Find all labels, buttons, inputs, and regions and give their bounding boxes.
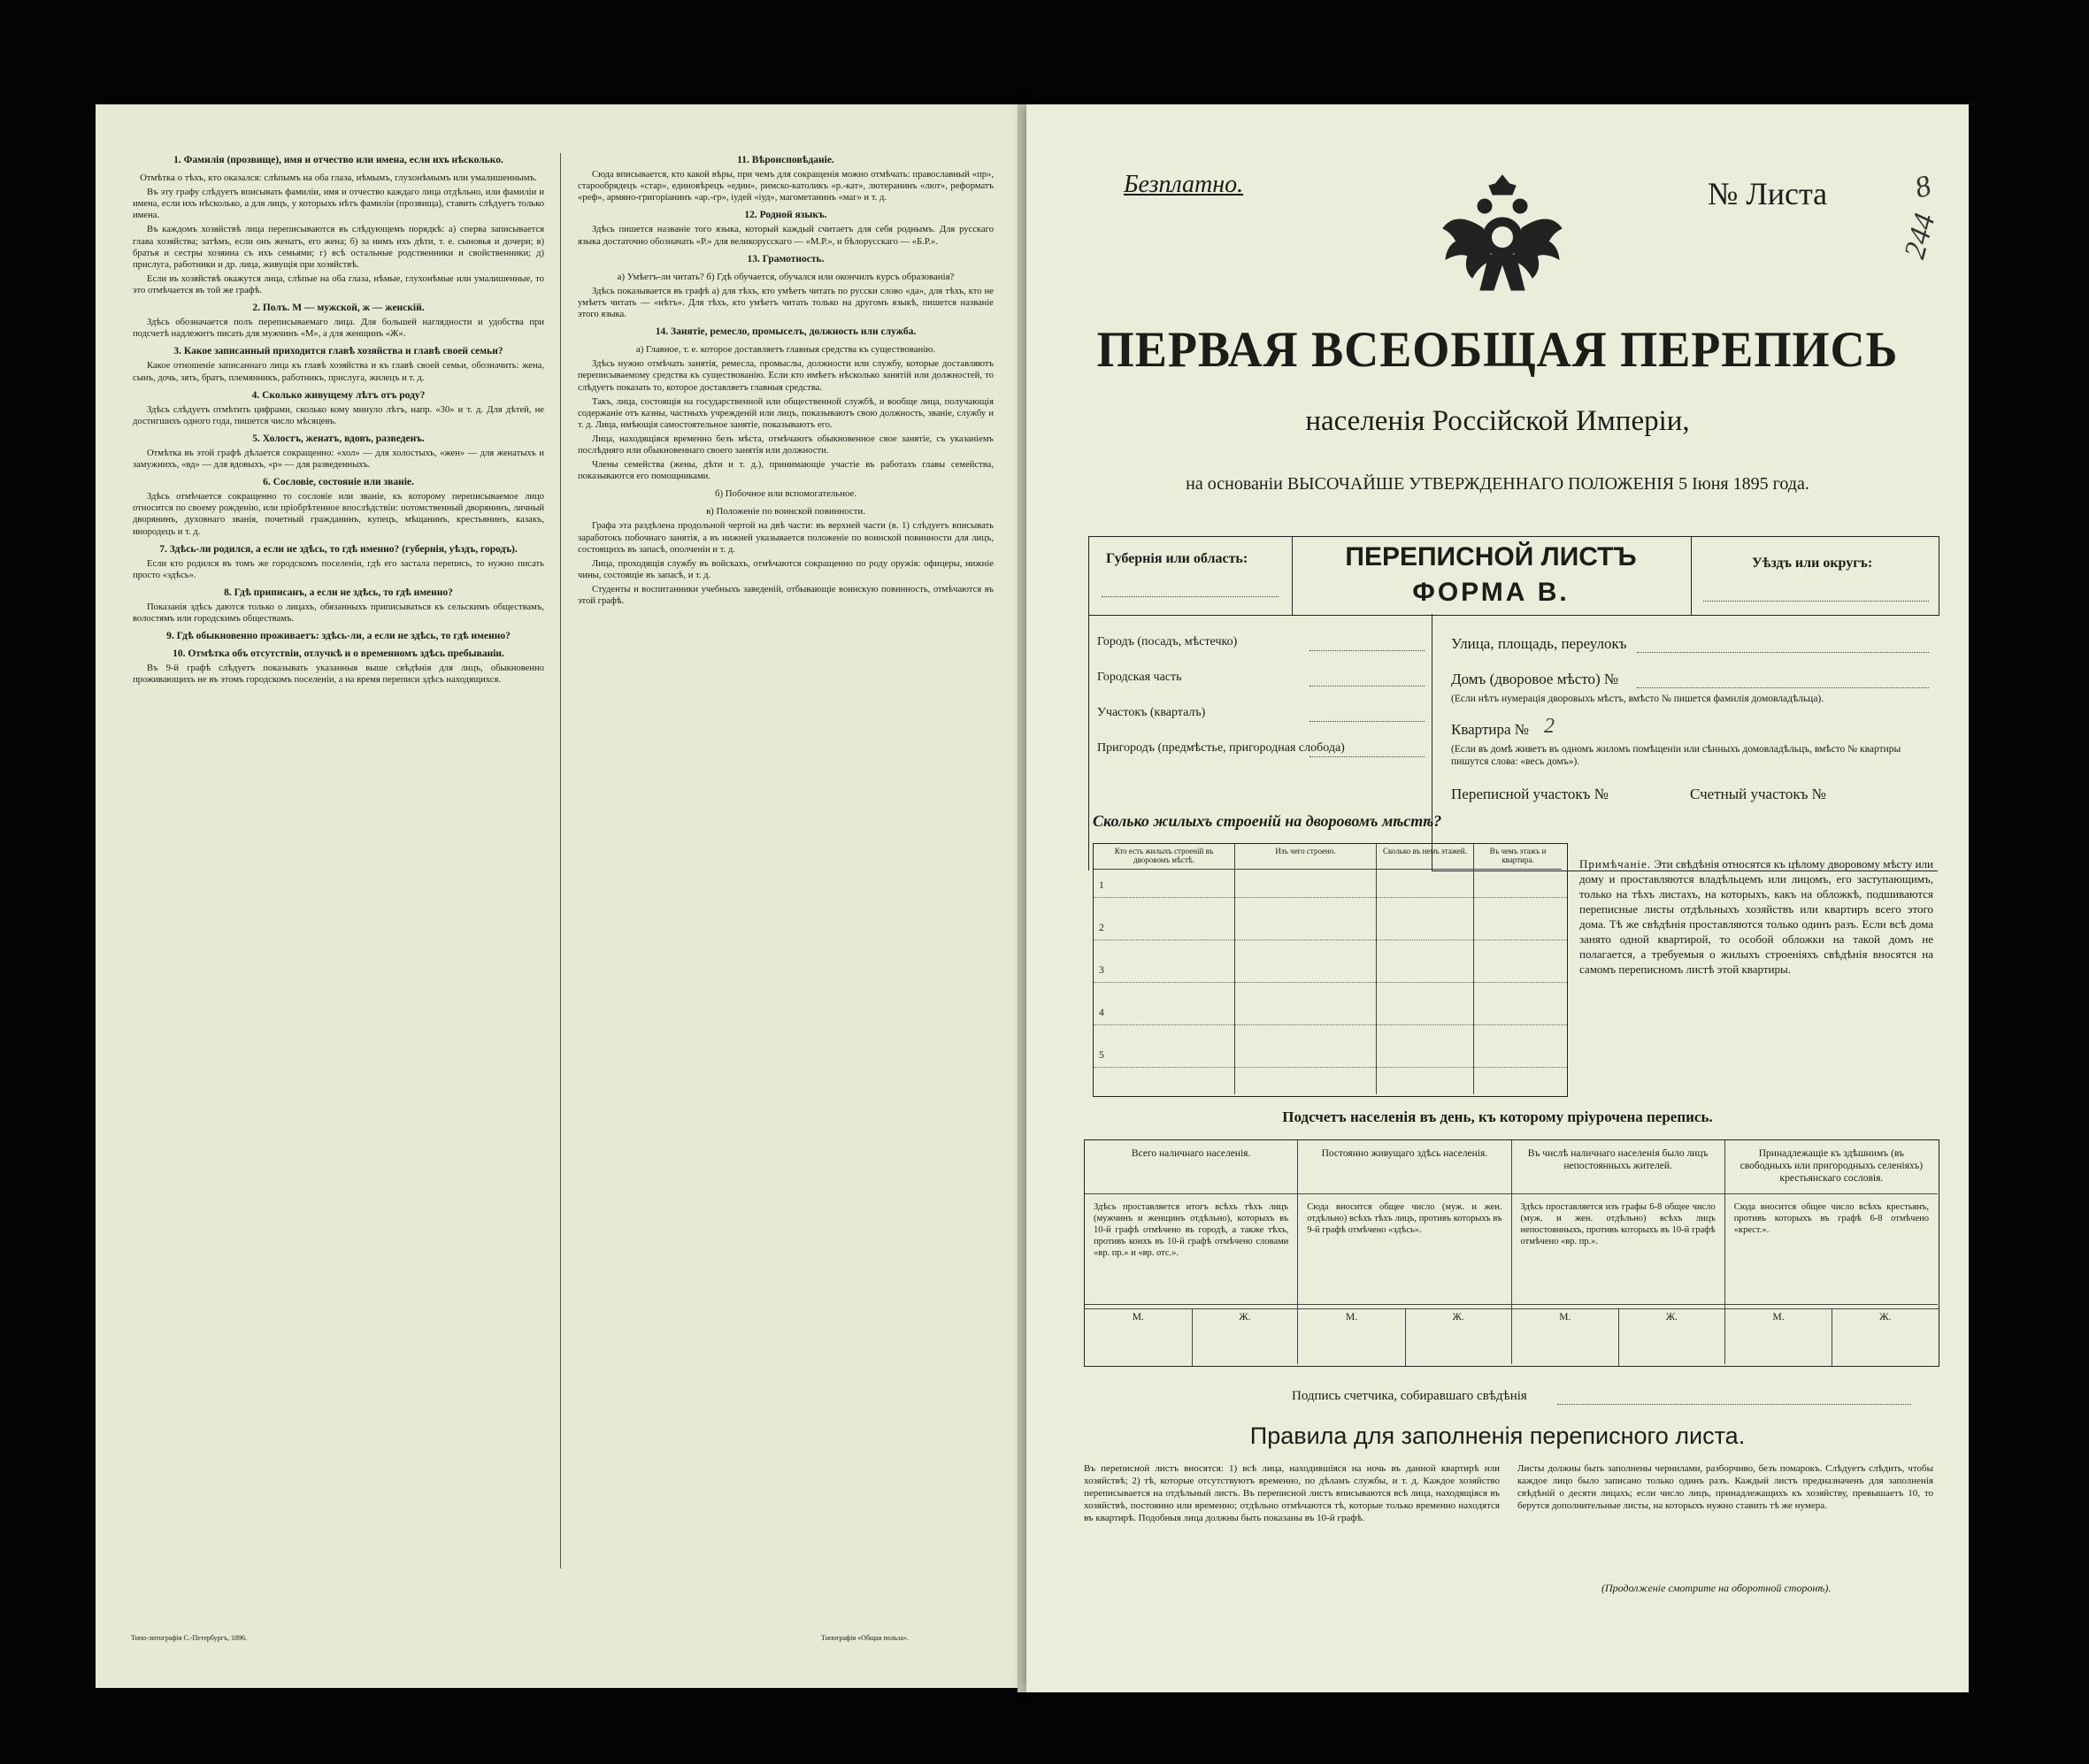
population-count-table xyxy=(1084,1139,1939,1367)
count-description: Сюда вносится общее число всѣхъ крестьянъ, противъ которыхъ въ графѣ 6-8 отмѣчено «крест.». xyxy=(1725,1194,1938,1305)
left-page xyxy=(96,104,1025,1688)
address-field-line xyxy=(1309,720,1425,722)
apartment-value: 2 xyxy=(1544,715,1555,738)
instruction-heading: 4. Сколько живущему лѣтъ отъ роду? xyxy=(251,389,426,401)
count-description: Сюда вносится общее число (муж. и жен. отдѣльно) всѣхъ тѣхъ лицъ, противъ которыхъ въ 9-й графѣ отмѣчено «здѣсь». xyxy=(1298,1194,1510,1305)
instruction-paragraph: Графа эта раздѣлена продольной чертой на двѣ части: въ верхней части (в. 1) слѣдуетъ вписывать заработокъ побочнаго занятія, а въ нижней указывается положеніе по воинской повинности для лицъ, состоящихъ въ запасѣ, ополченіи и т. д. xyxy=(578,521,994,555)
instruction-paragraph: Здѣсь обозначается полъ переписываемаго лица. Для большей наглядности и удобства при подсчетѣ надлежитъ писать для мужчинъ «М», а для женщинъ «Ж». xyxy=(133,318,544,340)
instruction-heading: 13. Грамотность. xyxy=(747,253,825,265)
dwellings-header: Въ чемъ этажъ и квартира. xyxy=(1474,844,1562,870)
sex-column-label: М. xyxy=(1725,1308,1833,1366)
dwellings-row-number: 2 xyxy=(1099,923,1104,933)
legal-basis-line: на основаніи ВЫСОЧАЙШЕ УТВЕРЖДЕННАГО ПОЛОЖЕНІЯ 5 Іюня 1895 года. xyxy=(1186,474,1809,494)
instruction-paragraph: Здѣсь отмѣчается сокращенно то сословіе или званіе, къ которому переписываемое лицо относится по своему рожденію, или пріобрѣтенное впослѣдствіи: потомственный дворянинъ, личный дворянинъ, духовнаго званія, почетный гражданинъ, купецъ, мѣщанинъ, крестьянинъ, казакъ, инородецъ и т. д. xyxy=(133,492,544,537)
instruction-paragraph: Лица, находящіяся временно безъ мѣста, отмѣчаютъ обыкновенное свое занятіе, съ указаніемъ послѣдняго или обыкновеннаго своего занятія или должности. xyxy=(578,433,994,456)
dwellings-row-line xyxy=(1094,1024,1567,1025)
left-footer-printer: Типо-литографія С.-Петербургъ, 1896. xyxy=(131,1634,248,1642)
dwellings-note xyxy=(1579,856,1933,977)
dwellings-row-number: 4 xyxy=(1099,1008,1104,1018)
instruction-heading: 3. Какое записанный приходится главѣ хозяйства и главѣ своей семьи? xyxy=(173,346,503,357)
street-line xyxy=(1637,651,1929,653)
instruction-heading: 7. Здѣсь-ли родился, а если не здѣсь, то гдѣ именно? (губернія, уѣздъ, городъ). xyxy=(159,543,518,555)
instruction-paragraph: Здѣсь пишется названіе того языка, который каждый считаетъ для себя роднымъ. Для русскаго языка достаточно обозначать «Р.» для великорусскаго — «М.Р.», и бѣлорусскаго — «Б.Р.». xyxy=(578,225,994,247)
house-label: Домъ (дворовое мѣсто) № xyxy=(1451,671,1619,687)
signature-label: Подпись счетчика, собиравшаго свѣдѣнія xyxy=(1292,1389,1527,1403)
count-column xyxy=(1725,1140,1938,1364)
dwellings-row-line xyxy=(1094,897,1567,898)
dwellings-question: Сколько жилыхъ строеній на дворовомъ мѣстѣ? xyxy=(1093,812,1442,830)
instruction-paragraph: Сюда вписывается, кто какой вѣры, при чемъ для сокращенія можно отмѣчать: православный «пр», старообрядецъ «стар», единовѣрецъ «един», римско-католикъ «р.-кат», лютеранинъ «лют», реформатъ «реф», армяно-григоріанинъ «ар.-гр», іудей «іуд», магометанинъ «маг» и т. д. xyxy=(578,170,994,203)
instructions-column-2 xyxy=(578,149,994,610)
instruction-paragraph: Члены семейства (жены, дѣти и т. д.), принимающіе участіе въ работахъ главы семейства, показываются его помощниками. xyxy=(578,460,994,482)
dwellings-header: Сколько въ немъ этажей. xyxy=(1377,844,1473,870)
rules-title: Правила для заполненія переписного листа. xyxy=(1249,1423,1746,1449)
address-left-border xyxy=(1088,614,1089,870)
address-field-line xyxy=(1309,685,1425,686)
instruction-heading: 2. Полъ. М — мужской, ж — женскій. xyxy=(252,303,425,314)
sex-column-label: Ж. xyxy=(1405,1308,1512,1366)
note-text: Эти свѣдѣнія относятся къ цѣлому дворовому мѣсту или дому и проставляются владѣльцемъ или лицомъ, его заступающимъ, только на тѣхъ листахъ, на которыхъ, какъ на обложкѣ, подшиваются переписные листы отдѣльныхъ хозяйствъ или квартиръ всего этого дома. Тѣ же свѣдѣнія проставляются только одинъ разъ. Если всѣ дома занято одной квартирой, то особой обложки на такой домъ не полагается, а требуемыя о жилыхъ строеніяхъ свѣдѣнія вносятся на самомъ переписномъ листѣ этой квартиры. xyxy=(1579,857,1933,976)
dwellings-column xyxy=(1094,844,1235,1094)
district-label: Уѣздъ или округъ: xyxy=(1752,556,1873,571)
sex-column-label: Ж. xyxy=(1832,1308,1939,1366)
dwellings-table xyxy=(1093,843,1568,1097)
house-note: (Если нѣтъ нумерація дворовыхъ мѣстъ, вмѣсто № пишется фамилія домовладѣльца). xyxy=(1451,694,1824,704)
instruction-paragraph: Здѣсь нужно отмѣчать занятія, ремесла, промыслы, должности или службу, которые доставляютъ переписываемому средства къ существованію. Если кто имѣетъ нѣсколько занятій или должностей, то слѣдуетъ показать то, которое доставляетъ главныя средства. xyxy=(578,359,994,393)
free-of-charge-label: Безплатно. xyxy=(1124,171,1244,198)
instruction-paragraph: Если кто родился въ томъ же городскомъ поселеніи, гдѣ его застала перепись, то нужно писать просто «здѣсь». xyxy=(133,558,544,580)
instruction-paragraph: Показанія здѣсь даются только о лицахъ, обязанныхъ приписываться къ сельскимъ обществамъ, волостямъ или городскимъ обществамъ. xyxy=(133,602,544,625)
instruction-paragraph: Здѣсь слѣдуетъ отмѣтить цифрами, сколько кому минуло лѣтъ, напр. «30» и т. д. Для дѣтей, не достигшихъ одного года, пишется число мѣсяцевъ. xyxy=(133,404,544,426)
subtitle: населенія Россійской Имперіи, xyxy=(1305,405,1690,437)
apartment-note: (Если въ домѣ живетъ въ одномъ жиломъ помѣщеніи или сѣнныхъ домовладѣльцъ, вмѣсто № квартиры пишутся слова: «весь домъ»). xyxy=(1451,744,1901,767)
address-field-label: Городъ (посадъ, мѣстечко) xyxy=(1097,635,1238,648)
right-footer-printer: Типографія «Общая польза». xyxy=(821,1634,909,1642)
handwritten-sheet-number: 8 xyxy=(1911,169,1935,205)
instruction-paragraph: Въ каждомъ хозяйствѣ лица переписываются въ слѣдующемъ порядкѣ: а) сперва записывается глава хозяйства; затѣмъ, если онъ женатъ, его жена; б) за нимъ ихъ дѣти, т. е. сыновья и дочери; в) братья и сестры хозяина съ ихъ семьями; г) всѣ остальные родственники и свойственники; д) прислуга, работники и др. лица, живущія при хозяйствѣ. xyxy=(133,225,544,270)
instructions-column-1 xyxy=(133,149,544,689)
instruction-heading: 10. Отмѣтка объ отсутствіи, отлучкѣ и о временномъ здѣсь пребываніи. xyxy=(173,648,504,660)
instruction-paragraph: Отмѣтка въ этой графѣ дѣлается сокращенно: «хол» — для холостыхъ, «жен» — для женатыхъ и замужнихъ, «вд» — для вдовыхъ, «р» — для разведенныхъ. xyxy=(133,448,544,471)
street-label: Улица, площадь, переулокъ xyxy=(1451,635,1627,652)
right-page-census-form xyxy=(1026,104,1969,1692)
rules-column-2: Листы должны быть заполнены чернилами, разборчиво, безъ помарокъ. Слѣдуетъ слѣдить, чтобы каждое лицо было записано только одинъ разъ. Каждый листъ предназначенъ для заполненія свѣдѣній о десяти лицахъ; если число лицъ, принадлежащихъ къ хозяйству, превышаетъ 10, то берутся дополнительные листы, на которыхъ нужно ставить тѣ же нумера. xyxy=(1517,1463,1933,1511)
dwellings-column xyxy=(1235,844,1377,1094)
instruction-paragraph: Лица, проходящія службу въ войскахъ, отмѣчаются сокращенно по роду оружія: офицеры, нижніе чины, состоящіе въ запасѣ, и т. д. xyxy=(578,558,994,580)
imperial-eagle-emblem xyxy=(1436,166,1569,308)
count-header: Принадлежащіе къ здѣшнимъ (въ свободныхъ или пригородныхъ селеніяхъ) крестьянскаго сословія. xyxy=(1725,1140,1938,1194)
dwellings-row-number: 5 xyxy=(1099,1050,1104,1061)
instruction-heading: 11. Вѣроисповѣданіе. xyxy=(737,155,834,165)
address-field-label: Городская часть xyxy=(1097,671,1182,684)
instruction-heading: б) Побочное или вспомогательное. xyxy=(714,488,857,500)
count-column xyxy=(1298,1140,1511,1364)
count-header: Въ числѣ наличнаго населенія было лицъ непостоянныхъ жителей. xyxy=(1512,1140,1724,1194)
instruction-heading: 14. Занятіе, ремесло, промыселъ, должность или служба. xyxy=(655,326,917,338)
instruction-heading: 5. Холостъ, женатъ, вдовъ, разведенъ. xyxy=(252,433,425,444)
province-label: Губернія или область: xyxy=(1106,551,1248,566)
dwellings-header: Изъ чего строено. xyxy=(1235,844,1376,870)
count-column xyxy=(1085,1140,1298,1364)
handwritten-page-number: 244 xyxy=(1898,210,1942,263)
sheet-number-label: № Листа xyxy=(1708,176,1828,211)
address-field-line xyxy=(1309,649,1425,651)
signature-line xyxy=(1557,1403,1911,1405)
count-header: Постоянно живущаго здѣсь населенія. xyxy=(1298,1140,1510,1194)
instruction-heading: а) Умѣетъ-ли читать? б) Гдѣ обучается, обучался или окончилъ курсъ образованія? xyxy=(617,271,955,282)
instruction-heading: в) Положеніе по воинской повинности. xyxy=(706,506,865,518)
sex-column-label: Ж. xyxy=(1618,1308,1725,1366)
address-field-label: Пригородъ (предмѣстье, пригородная слобода) xyxy=(1097,741,1345,755)
instruction-paragraph: Здѣсь показывается въ графѣ а) для тѣхъ, кто умѣетъ читать по русски слово «да», для тѣхъ, кто не умѣетъ читать — «нѣтъ». Для тѣхъ, кто умѣетъ читать только на другомъ языкѣ, пишется названіе этого языка. xyxy=(578,286,994,320)
instruction-heading: 6. Сословіе, состояніе или званіе. xyxy=(263,477,414,488)
address-field-label: Участокъ (кварталъ) xyxy=(1097,706,1206,719)
dwellings-row-number: 3 xyxy=(1099,965,1104,976)
note-label: Примѣчаніе. xyxy=(1579,857,1652,870)
count-column xyxy=(1512,1140,1725,1364)
census-district-label: Переписной участокъ № xyxy=(1451,786,1609,802)
instruction-heading: 12. Родной языкъ. xyxy=(744,210,827,221)
dwellings-row-number: 1 xyxy=(1099,880,1104,891)
column-divider xyxy=(560,153,561,1568)
instruction-heading: 9. Гдѣ обыкновенно проживаетъ: здѣсь-ли, а если не здѣсь, то гдѣ именно? xyxy=(166,631,511,642)
instruction-paragraph: Студенты и воспитанники учебныхъ заведеній, отбывающіе воинскую повинность, отмѣчаются въ этой графѣ. xyxy=(578,584,994,606)
dwellings-row-line xyxy=(1094,1067,1567,1068)
instruction-heading: Отмѣтка о тѣхъ, кто оказался: слѣпымъ на оба глаза, нѣмымъ, глухонѣмымъ или умалишеннымъ. xyxy=(140,173,537,184)
sex-column-label: М. xyxy=(1298,1308,1406,1366)
dwellings-column xyxy=(1474,844,1562,1094)
sex-column-label: М. xyxy=(1085,1308,1193,1366)
apartment-label: Квартира № xyxy=(1451,721,1530,738)
house-line xyxy=(1637,686,1929,688)
sex-column-label: М. xyxy=(1512,1308,1620,1366)
count-header: Всего наличнаго населенія. xyxy=(1085,1140,1297,1194)
instruction-heading: 1. Фамилія (прозвище), имя и отчество или имена, если ихъ нѣсколько. xyxy=(173,155,503,165)
form-title-line1: ПЕРЕПИСНОЙ ЛИСТЪ xyxy=(1345,542,1637,571)
count-title: Подсчетъ населенія въ день, къ которому пріурочена перепись. xyxy=(1282,1108,1713,1125)
address-field-line xyxy=(1309,755,1425,757)
main-title: ПЕРВАЯ ВСЕОБЩАЯ ПЕРЕПИСЬ xyxy=(1096,322,1899,378)
instruction-heading: а) Главное, т. е. которое доставляетъ главныя средства къ существованію. xyxy=(635,344,936,356)
dwellings-column xyxy=(1377,844,1474,1094)
dwellings-header: Кто есть жилыхъ строеній въ дворовомъ мѣстѣ. xyxy=(1094,844,1234,870)
instruction-paragraph: Какое отношеніе записаннаго лица къ главѣ хозяйства и къ главѣ своей семьи, обозначить: жена, сынъ, дочь, зять, братъ, племянникъ, работникъ, прислуга, жилецъ и т. д. xyxy=(133,361,544,383)
instruction-paragraph: Такъ, лица, состоящія на государственной или общественной службѣ, и вообще лица, получающія содержаніе отъ казны, частныхъ учрежденій или лицъ, показываютъ свою должность, званіе, службу и т. д. Лица, имѣющія самостоятельное занятіе, показываютъ его. xyxy=(578,396,994,430)
count-district-label: Счетный участокъ № xyxy=(1690,786,1826,802)
count-description: Здѣсь проставляется итогъ всѣхъ тѣхъ лицъ (мужчинъ и женщинъ отдѣльно), которыхъ въ 10-й графѣ отмѣчено въ городѣ, а также тѣхъ, противъ коихъ въ 10-й графѣ отмѣчено словами «вр. пр.» и «вр. отс.». xyxy=(1085,1194,1297,1305)
continuation-note: (Продолженіе смотрите на оборотной сторонѣ). xyxy=(1601,1582,1832,1594)
instruction-paragraph: Въ 9-й графѣ слѣдуетъ показывать указанныя выше свѣдѣнія для лицъ, обыкновенно проживающихъ не въ этомъ городскомъ поселеніи, а на время переписи здѣсь находящихся. xyxy=(133,663,544,686)
form-title-line2: ФОРМА В. xyxy=(1412,578,1570,607)
count-description: Здѣсь проставляется изъ графы 6-8 общее число (муж. и жен. отдѣльно) всѣхъ лицъ непостоянныхъ, противъ которыхъ въ 10-й графѣ отмѣчено «вр. пр.». xyxy=(1512,1194,1724,1305)
sex-column-label: Ж. xyxy=(1192,1308,1299,1366)
dwellings-row-line xyxy=(1094,982,1567,983)
province-line xyxy=(1102,595,1279,597)
instruction-paragraph: Если въ хозяйствѣ окажутся лица, слѣпые на оба глаза, нѣмые, глухонѣмые или умалишенные, то это отмѣчается въ той же графѣ. xyxy=(133,273,544,295)
instruction-paragraph: Въ эту графу слѣдуетъ вписывать фамиліи, имя и отчество каждаго лица отдѣльно, или фамиліи и имена, если ихъ нѣсколько, а для лицъ, у которыхъ нѣтъ фамиліи (прозвища), ставить слѣдуетъ только имена. xyxy=(133,188,544,221)
rules-column-1: Въ переписной листъ вносятся: 1) всѣ лица, находившіяся на ночь въ данной квартирѣ или хозяйствѣ; 2) тѣ, которые отсутствуютъ временно, по дѣламъ службы, и т. д. Каждое хозяйство переписывается на отдѣльный листъ. Въ переписной листъ вписываются всѣ лица, находящіяся въ хозяйствѣ, постоянно или временно; отдѣльно отмѣчаются тѣ, которые только временно находятся въ квартирѣ. Подобныя лица должны быть показаны въ 10-й графѣ. xyxy=(1084,1463,1500,1523)
instruction-heading: 8. Гдѣ приписанъ, а если не здѣсь, то гдѣ именно? xyxy=(224,587,453,598)
district-line xyxy=(1703,600,1929,602)
